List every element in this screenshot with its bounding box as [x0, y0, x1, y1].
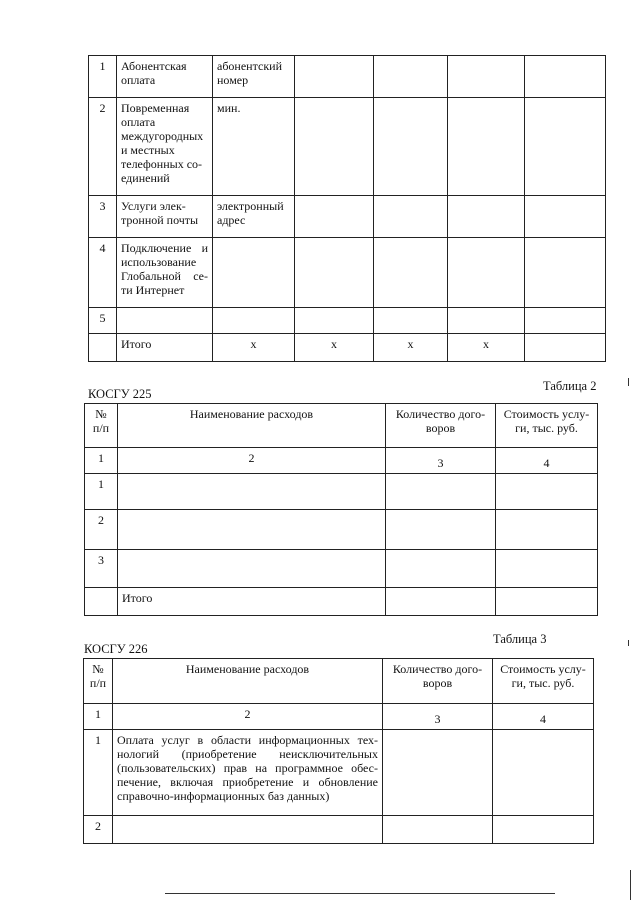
value-cell — [374, 56, 448, 98]
total-cell: х — [295, 334, 374, 362]
expense-name: Подключение и использование Глобальной се-ти Интернет — [117, 238, 213, 308]
cost-cell — [496, 474, 598, 510]
count-cell — [386, 550, 496, 588]
expense-name — [118, 550, 386, 588]
row-number: 1 — [89, 56, 117, 98]
count-cell — [386, 588, 496, 616]
value-cell — [448, 196, 525, 238]
table-row — [85, 550, 598, 588]
table-1 — [88, 55, 606, 362]
value-cell — [295, 56, 374, 98]
table-row — [84, 816, 594, 844]
value-cell — [448, 56, 525, 98]
row-number: 1 — [84, 730, 113, 816]
value-cell — [374, 308, 448, 334]
header-num: № п/п — [85, 404, 118, 448]
table-row — [85, 474, 598, 510]
row-number: 2 — [84, 816, 113, 844]
index-row — [85, 448, 598, 474]
scan-edge-mark — [630, 870, 631, 900]
expense-name: Услуги элек-тронной почты — [117, 196, 213, 238]
header-name: Наименование расходов — [118, 404, 386, 448]
value-cell — [525, 308, 606, 334]
cost-cell — [496, 510, 598, 550]
cost-cell — [493, 730, 594, 816]
count-cell — [383, 730, 493, 816]
scan-edge-mark — [628, 640, 629, 646]
unit-cell — [213, 238, 295, 308]
scan-bottom-line — [165, 893, 555, 894]
row-number: 2 — [89, 98, 117, 196]
total-row — [85, 588, 598, 616]
total-cell: х — [213, 334, 295, 362]
cost-cell — [493, 816, 594, 844]
total-label: Итого — [117, 334, 213, 362]
unit-cell: электронный адрес — [213, 196, 295, 238]
header-name: Наименование расходов — [113, 659, 383, 704]
index-cell: 4 — [496, 448, 598, 474]
header-row — [84, 659, 594, 704]
value-cell — [374, 196, 448, 238]
value-cell — [448, 308, 525, 334]
expense-name: Повременная оплата междугородных и местных телефонных со-единений — [117, 98, 213, 196]
cost-cell — [496, 588, 598, 616]
index-cell: 1 — [84, 704, 113, 730]
value-cell — [295, 196, 374, 238]
total-cell: х — [374, 334, 448, 362]
value-cell — [374, 238, 448, 308]
index-row — [84, 704, 594, 730]
index-cell: 2 — [113, 704, 383, 730]
expense-name: Оплата услуг в области информационных тех-нологий (приобретение неисключительных (пользовательских) прав на программное обес-печение, включая приобретение и обновление справочно-информационных баз данных) — [113, 730, 383, 816]
value-cell — [295, 238, 374, 308]
value-cell — [525, 98, 606, 196]
expense-name — [113, 816, 383, 844]
table-2-caption: Таблица 2 — [543, 379, 597, 393]
value-cell — [374, 98, 448, 196]
table-row — [89, 238, 606, 308]
row-number — [85, 588, 118, 616]
count-cell — [383, 816, 493, 844]
index-cell: 1 — [85, 448, 118, 474]
count-cell — [386, 510, 496, 550]
value-cell — [448, 238, 525, 308]
header-cost: Стоимость услу-ги, тыс. руб. — [496, 404, 598, 448]
value-cell — [295, 308, 374, 334]
value-cell — [525, 56, 606, 98]
total-row — [89, 334, 606, 362]
table-row — [89, 56, 606, 98]
row-number — [89, 334, 117, 362]
value-cell — [525, 238, 606, 308]
row-number: 4 — [89, 238, 117, 308]
index-cell: 2 — [118, 448, 386, 474]
expense-name — [118, 474, 386, 510]
index-cell: 3 — [386, 448, 496, 474]
header-num: № п/п — [84, 659, 113, 704]
total-cell — [525, 334, 606, 362]
unit-cell — [213, 308, 295, 334]
expense-name: Абонентская оплата — [117, 56, 213, 98]
index-cell: 3 — [383, 704, 493, 730]
value-cell — [295, 98, 374, 196]
table-3-caption: Таблица 3 — [493, 632, 547, 646]
scan-edge-mark — [628, 378, 629, 386]
table-row — [85, 510, 598, 550]
row-number: 5 — [89, 308, 117, 334]
total-cell: х — [448, 334, 525, 362]
index-cell: 4 — [493, 704, 594, 730]
expense-name — [118, 510, 386, 550]
cost-cell — [496, 550, 598, 588]
header-count: Количество дого-воров — [386, 404, 496, 448]
total-label: Итого — [118, 588, 386, 616]
row-number: 1 — [85, 474, 118, 510]
value-cell — [525, 196, 606, 238]
row-number: 3 — [89, 196, 117, 238]
table-row — [89, 196, 606, 238]
header-cost: Стоимость услу-ги, тыс. руб. — [493, 659, 594, 704]
kosgu-225-label: КОСГУ 225 — [88, 387, 152, 401]
row-number: 2 — [85, 510, 118, 550]
table-row — [89, 308, 606, 334]
table-3 — [83, 658, 594, 844]
table-row — [89, 98, 606, 196]
kosgu-226-label: КОСГУ 226 — [84, 642, 148, 656]
unit-cell: мин. — [213, 98, 295, 196]
value-cell — [448, 98, 525, 196]
count-cell — [386, 474, 496, 510]
header-row — [85, 404, 598, 448]
expense-name — [117, 308, 213, 334]
unit-cell: абонентский номер — [213, 56, 295, 98]
header-count: Количество дого-воров — [383, 659, 493, 704]
table-row — [84, 730, 594, 816]
table-2 — [84, 403, 598, 616]
row-number: 3 — [85, 550, 118, 588]
